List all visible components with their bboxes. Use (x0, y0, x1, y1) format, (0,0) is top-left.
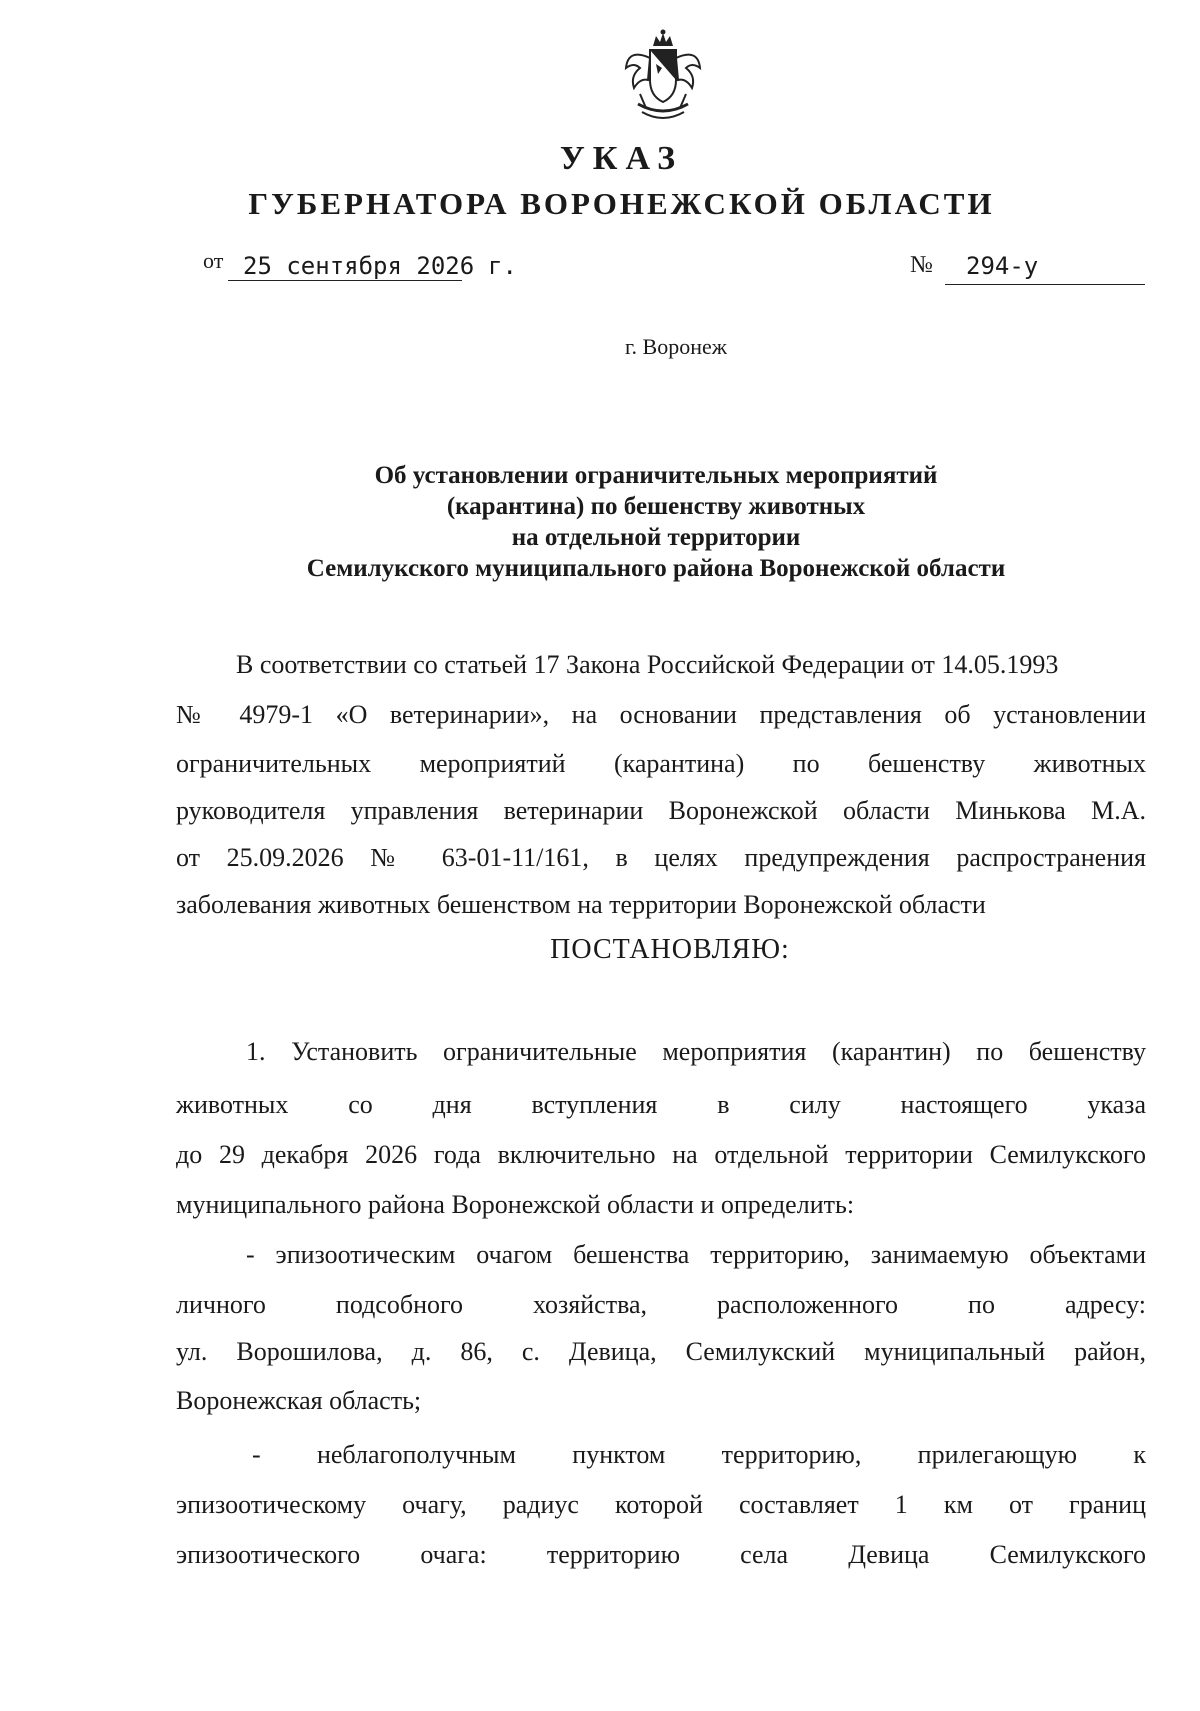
clause-line: - эпизоотическим очагом бешенства территорию, занимаемую объектами (246, 1240, 1146, 1269)
coat-of-arms-emblem (620, 28, 706, 128)
preamble-line: В соответствии со статьей 17 Закона Российской Федерации от 14.05.1993 (236, 650, 1059, 679)
preamble-line: от 25.09.2026 № 63-01-11/161, в целях предупреждения распространения (176, 843, 1146, 872)
decree-heading (256, 460, 1056, 584)
clause-line: Воронежская область; (176, 1386, 422, 1415)
clause-line: личного подсобного хозяйства, расположенного по адресу: (176, 1290, 1146, 1319)
preamble-line: ограничительных мероприятий (карантина) по бешенству животных (176, 749, 1146, 778)
document-type-title: УКАЗ (559, 140, 684, 177)
clause-line: до 29 декабря 2026 года включительно на отдельной территории Семилукского (176, 1140, 1146, 1169)
preamble-line: руководителя управления ветеринарии Воронежской области Минькова М.А. (176, 796, 1146, 825)
date-underline (228, 280, 462, 281)
number-label: № (910, 252, 933, 278)
number-underline (945, 284, 1145, 285)
heading-line: (карантина) по бешенству животных (446, 493, 866, 520)
heading-line: Семилукского муниципального района Воронежской области (306, 555, 1006, 582)
decree-date: 25 сентября 2026 (243, 252, 475, 280)
date-year-suffix: г. (488, 252, 517, 280)
clause-line: 1. Установить ограничительные мероприятия (карантин) по бешенству (246, 1037, 1146, 1066)
clause-line: ул. Ворошилова, д. 86, с. Девица, Семилукский муниципальный район, (176, 1337, 1146, 1366)
heading-line: на отдельной территории (511, 524, 801, 551)
heading-line: Об установлении ограничительных мероприятий (374, 462, 938, 489)
preamble-line: заболевания животных бешенством на территории Воронежской области (176, 890, 986, 919)
clause-line: эпизоотическому очагу, радиус которой составляет 1 км от границ (176, 1490, 1146, 1519)
clause-line: - неблагополучным пунктом территорию, прилегающую к (252, 1440, 1146, 1469)
issuer-title: ГУБЕРНАТОРА ВОРОНЕЖСКОЙ ОБЛАСТИ (248, 186, 995, 221)
preamble-line: № 4979-1 «О ветеринарии», на основании представления об установлении (176, 700, 1146, 729)
resolution-word: ПОСТАНОВЛЯЮ: (550, 934, 790, 965)
clause-line: животных со дня вступления в силу настоящего указа (176, 1090, 1146, 1119)
clause-line: муниципального района Воронежской области и определить: (176, 1190, 855, 1219)
decree-number: 294-у (966, 252, 1039, 280)
clause-line: эпизоотического очага: территорию села Девица Семилукского (176, 1540, 1146, 1569)
city-of-issue: г. Воронеж (625, 334, 727, 359)
date-from-label: от (203, 248, 224, 273)
